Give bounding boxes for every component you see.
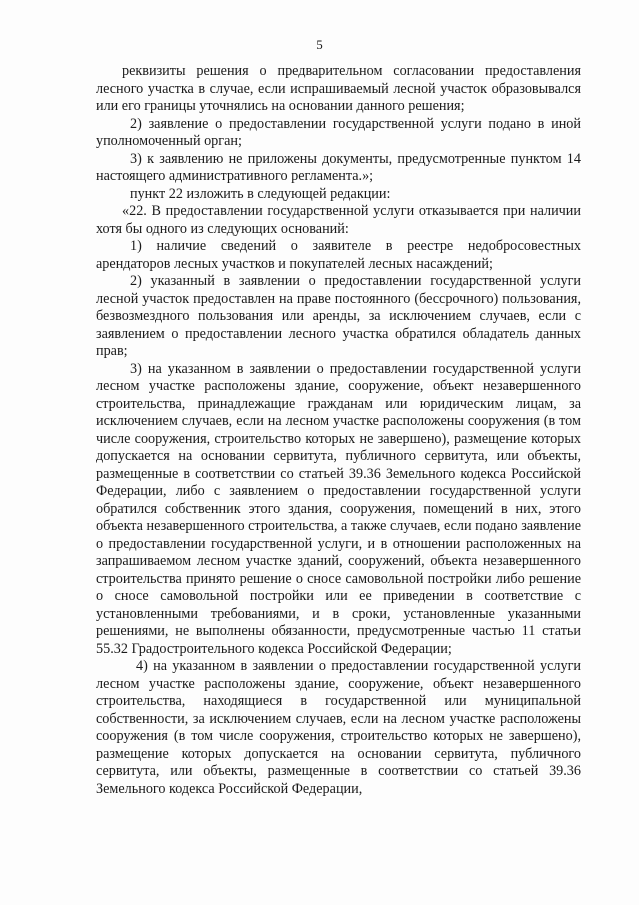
paragraph-ground-2: 2) указанный в заявлении о предоставлении государственной услуги лесной участок предоставлен на праве постоянного (бессрочного) пользования, безвозмездного пользования или аренды, за исключением случаев, если с заявлением о предоставлении лесного участка обратился обладатель данных прав; [96,273,581,359]
paragraph-ground-1: 1) наличие сведений о заявителе в реестре недобросовестных арендаторов лесных участков и покупателей лесных насаждений; [96,238,581,272]
paragraph-clause-22-intro: «22. В предоставлении государственной услуги отказывается при наличии хотя бы одного из следующих оснований: [96,203,581,237]
paragraph-item-2-other-authority: 2) заявление о предоставлении государственной услуги подано в иной уполномоченный орган; [96,115,581,149]
paragraph-ground-3: 3) на указанном в заявлении о предоставлении государственной услуги лесном участке расположены здание, сооружение, объект незавершенного строительства, принадлежащие гражданам или юридическим лицам, за исключением случаев, если на лесном участке расположены сооружения (в том числе сооружения, строительство которых не завершено), размещение которых допускается на основании сервитута, публичного сервитута, или объекты, размещенные в соответствии со статьей 39.36 Земельного кодекса Российской Федерации, либо с заявлением о предоставлении государственной услуги обратился собственник этого здания, сооружения, помещений в них, этого объекта незавершенного строительства, а также случаев, если подано заявление о предоставлении государственной услуги, и в отношении расположенных на запрашиваемом лесном участке зданий, сооружений, объекта незавершенного строительства принято решение о сносе самовольной постройки либо решение о сносе самовольной постройки или ее приведении в соответствие с установленными требованиями, и в сроки, установленные указанными решениями, не выполнены обязанности, предусмотренные частью 11 статьи 55.32 Градостроительного кодекса Российской Федерации; [96,360,581,657]
paragraph-item-3-missing-documents: 3) к заявлению не приложены документы, предусмотренные пунктом 14 настоящего административного регламента.»; [96,150,581,184]
page-number: 5 [316,37,323,52]
paragraph-requisites: реквизиты решения о предварительном согласовании предоставления лесного участка в случае, если испрашиваемый лесной участок образовывался или его границы уточнялись на основании данного решения; [96,63,581,114]
document-body [96,63,581,798]
paragraph-ground-4: 4) на указанном в заявлении о предоставлении государственной услуги лесном участке расположены здание, сооружение, объект незавершенного строительства, находящиеся в государственной или муниципальной собственности, за исключением случаев, если на лесном участке расположены сооружения (в том числе сооружения, строительство которых не завершено), размещение которых допускается на основании сервитута, публичного сервитута, или объекты, размещенные в соответствии со статьей 39.36 Земельного кодекса Российской Федерации, [96,658,581,797]
paragraph-clause-22-instruction: пункт 22 изложить в следующей редакции: [130,185,391,202]
